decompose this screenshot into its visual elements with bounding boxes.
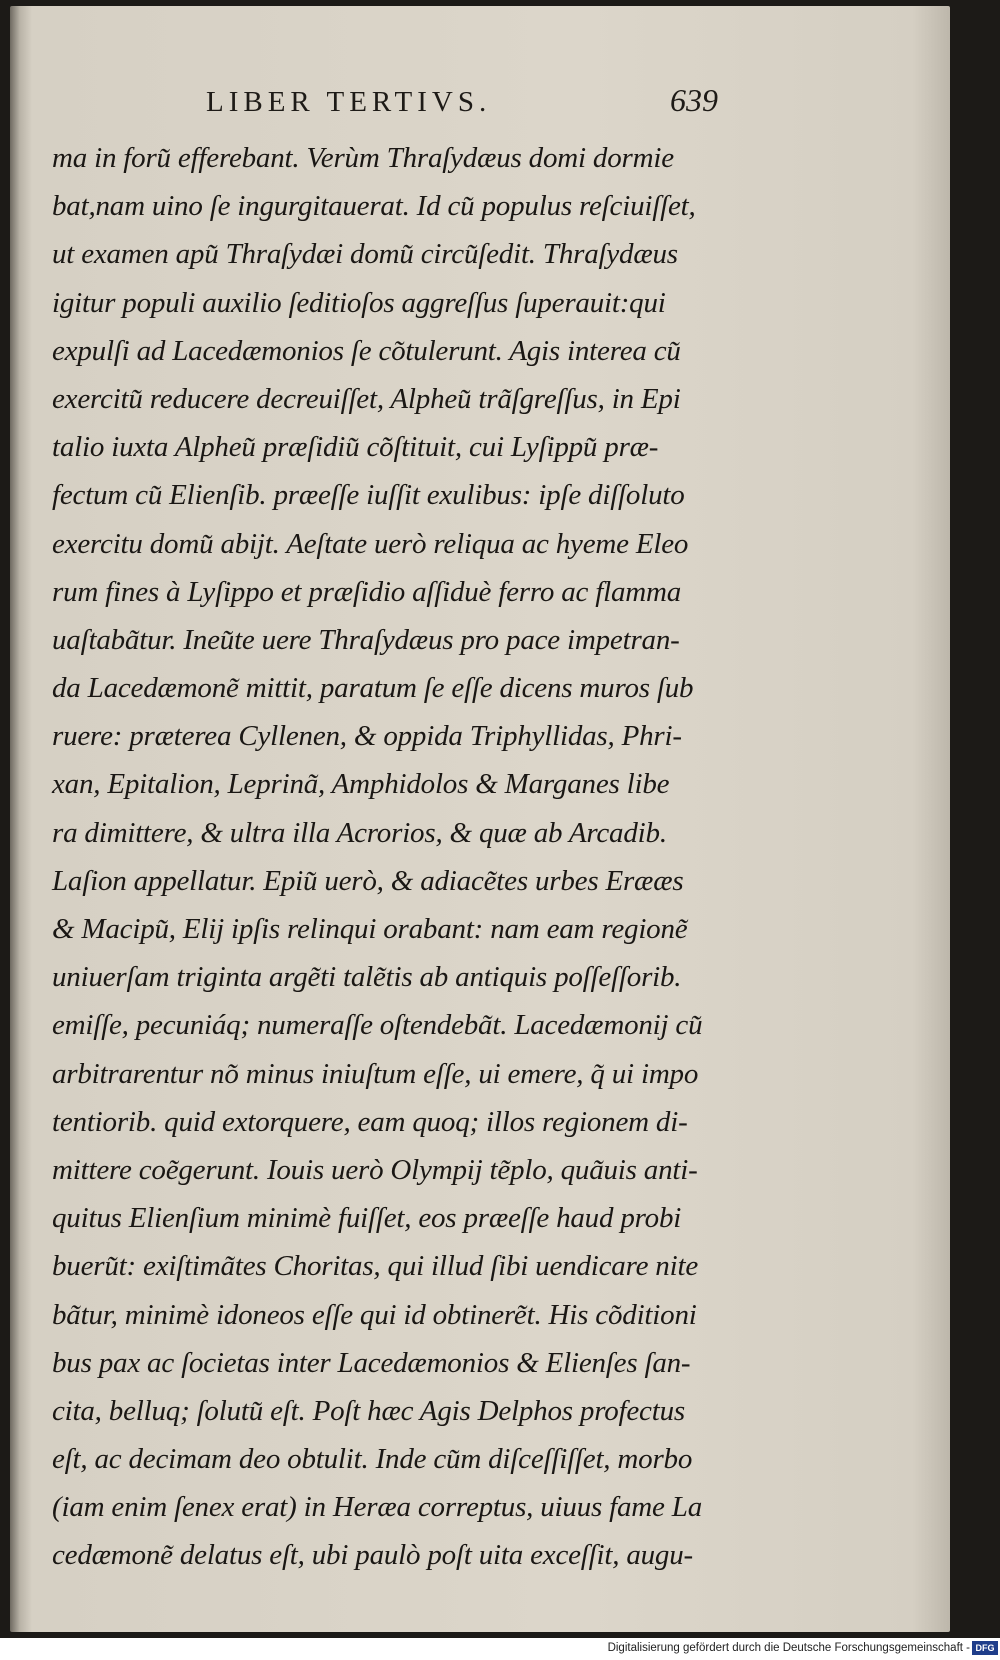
text-line: Laſion appellatur. Epiu͂ uerò, & adiace͂tes urbes Erææs: [52, 864, 684, 897]
text-line: (iam enim ſenex erat) in Heræa correptus, uiuus fame La: [52, 1491, 702, 1524]
text-line: quitus Elienſium minimè fuiſſet, eos præeſſe haud probi: [52, 1202, 682, 1235]
text-line: mittere coe͂gerunt. Iouis uerò Olympij te͂plo, qua͂uis anti-: [52, 1153, 698, 1186]
text-line: uaſtaba͂tur. Ineu͂te uere Thraſydæus pro pace impetran-: [52, 623, 680, 656]
text-line: eſt, ac decimam deo obtulit. Inde cu͂m diſceſſiſſet, morbo: [52, 1443, 693, 1476]
text-line: & Macipu͂, Elij ipſis relinqui orabant: nam eam regione͂: [52, 913, 688, 945]
text-line: uniuerſam triginta arge͂ti tale͂tis ab antiquis poſſeſſorib.: [52, 961, 682, 994]
page-header: [10, 78, 950, 118]
body-text: [52, 134, 742, 1580]
text-line: bus pax ac ſocietas inter Lacedæmonios & Elienſes ſan-: [52, 1346, 691, 1379]
text-line: cedæmone͂ delatus eſt, ubi paulò poſt uita exceſſit, augu-: [52, 1539, 693, 1572]
footer-bar: [0, 1638, 1000, 1660]
text-line: bat,nam uino ſe ingurgitauerat. Id cu͂ populus reſciuiſſet,: [52, 190, 696, 223]
text-line: fectum cu͂ Elienſib. præeſſe iuſſit exulibus: ipſe diſſoluto: [52, 479, 685, 512]
text-line: expulſi ad Lacedæmonios ſe co͂tulerunt. Agis interea cu͂: [52, 334, 681, 367]
page-number: 639: [670, 82, 718, 118]
text-line: tentiorib. quid extorquere, eam quoq; illos regionem di-: [52, 1105, 688, 1138]
text-line: ma in foru͂ efferebant. Verùm Thraſydæus domi dormie: [52, 142, 674, 174]
text-line: emiſſe, pecuniáq; numeraſſe oſtendeba͂t. Lacedæmonij cu͂: [52, 1009, 703, 1042]
book-page: [10, 6, 950, 1632]
text-line: arbitrarentur no͂ minus iniuſtum eſſe, ui emere, q͂ ui impo: [52, 1057, 699, 1090]
funding-credit: Digitalisierung gefördert durch die Deutsche Forschungsgemeinschaft -: [607, 1642, 970, 1654]
text-line: ruere: præterea Cyllenen, & oppida Triphyllidas, Phri-: [52, 720, 682, 753]
running-head: LIBER TERTIVS.: [206, 86, 492, 118]
text-line: ra dimittere, & ultra illa Acrorios, & quæ ab Arcadib.: [52, 816, 667, 849]
text-line: rum fines à Lyſippo et præſidio aſſiduè ferro ac flamma: [52, 575, 682, 608]
dfg-logo: DFG: [972, 1641, 998, 1655]
text-line: exercitu domu͂ abijt. Aeſtate uerò reliqua ac hyeme Eleo: [52, 527, 689, 560]
text-line: exercitu͂ reducere decreuiſſet, Alpheu͂ tra͂ſgreſſus, in Epi: [52, 382, 681, 415]
text-line: da Lacedæmone͂ mittit, paratum ſe eſſe dicens muros ſub: [52, 672, 694, 705]
text-line: ba͂tur, minimè idoneos eſſe qui id obtinere͂t. His co͂ditioni: [52, 1298, 697, 1331]
text-line: xan, Epitalion, Leprina͂, Amphidolos & Marganes libe: [52, 768, 670, 801]
text-line: talio iuxta Alpheu͂ præſidiu͂ co͂ſtituit, cui Lyſippu͂ præ-: [52, 431, 659, 464]
text-line: ut examen apu͂ Thraſydæi domu͂ circu͂ſedit. Thraſydæus: [52, 238, 678, 271]
text-line: bueru͂t: exiſtima͂tes Choritas, qui illud ſibi uendicare nite: [52, 1250, 698, 1283]
text-line: igitur populi auxilio ſeditioſos aggreſſus ſuperauit:qui: [52, 286, 666, 319]
text-line: cita, belluq; ſolutu͂ eſt. Poſt hæc Agis Delphos profectus: [52, 1394, 685, 1427]
